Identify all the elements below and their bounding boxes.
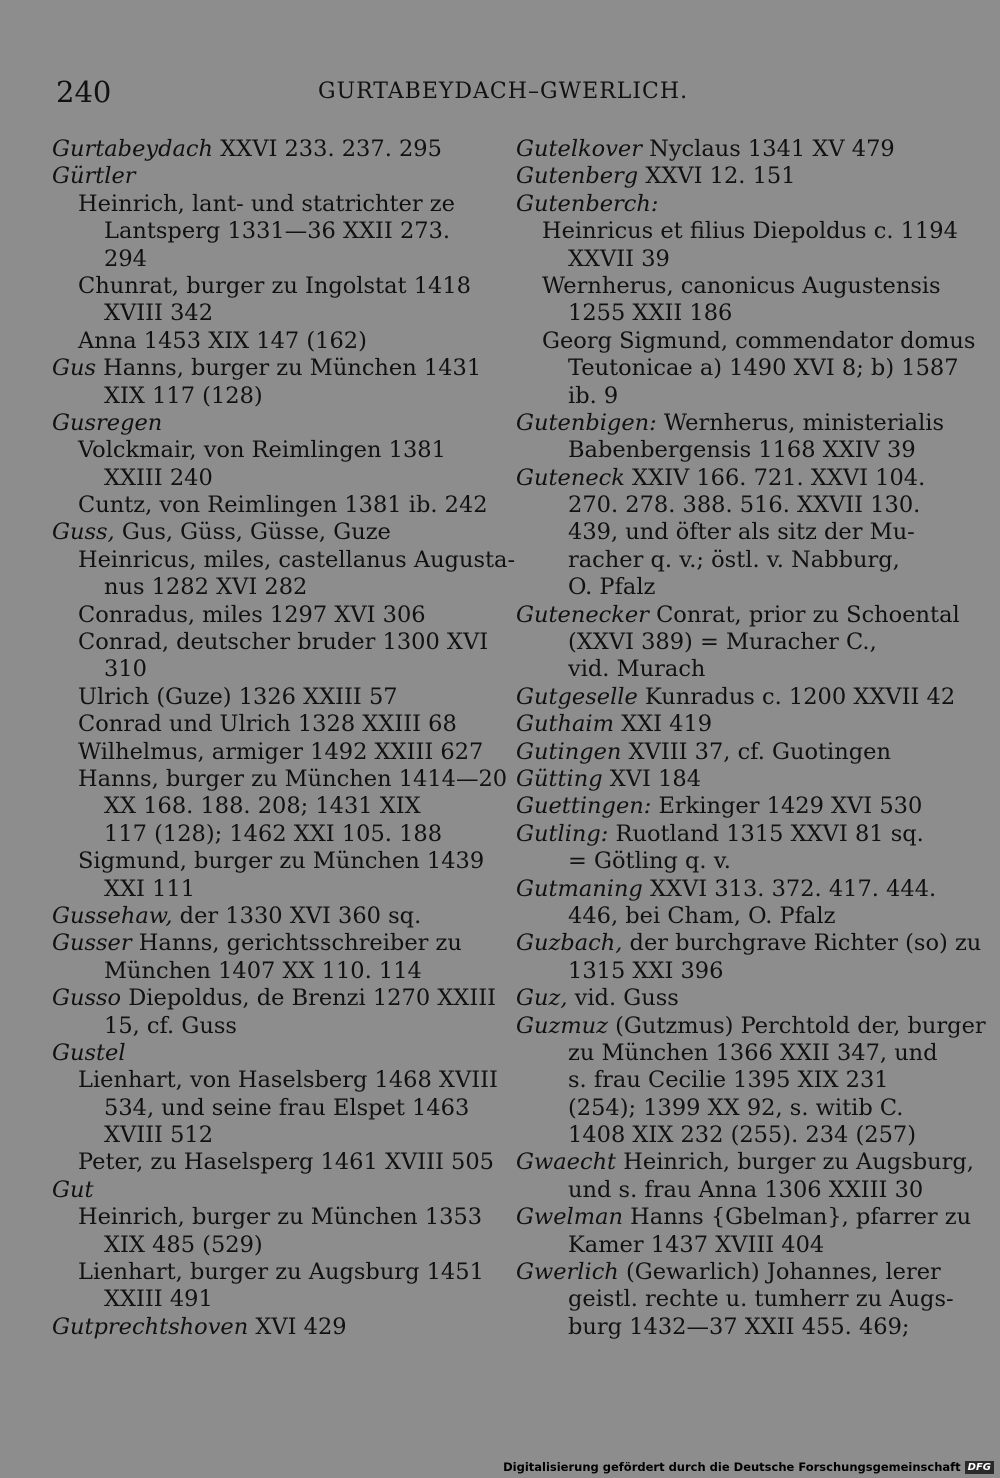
entry-text: O. Pfalz (568, 574, 656, 601)
entry-text: (XXVI 389) = Muracher C., (568, 629, 877, 656)
index-line (516, 821, 942, 848)
headword: Gutenbigen: (516, 409, 657, 436)
headword: Gutenberch: (516, 190, 659, 217)
entry-text: Ruotland 1315 XXVI 81 sq. (608, 820, 924, 847)
entry-text: XIX 485 (529) (104, 1231, 263, 1258)
index-line (516, 1259, 942, 1286)
entry-text: 439, und öfter als sitz der Mu- (568, 519, 915, 546)
entry-text: 270. 278. 388. 516. XXVII 130. (568, 492, 921, 519)
entry-text: 294 (104, 245, 147, 272)
index-line (516, 1095, 942, 1122)
entry-text: der 1330 XVI 360 sq. (172, 902, 422, 929)
index-line (516, 876, 942, 903)
headword: Gwaecht (516, 1149, 617, 1176)
index-line (52, 684, 478, 711)
entry-text: Peter, zu Haselsperg 1461 XVIII 505 (78, 1149, 494, 1176)
index-line (516, 246, 942, 273)
entry-text: (Gewarlich) Johannes, lerer (618, 1259, 941, 1286)
entry-text: XXVI 233. 237. 295 (213, 136, 442, 162)
headword: Gustel (52, 1039, 126, 1066)
index-line (52, 876, 478, 903)
entry-text: vid. Murach (568, 656, 706, 683)
entry-text: Lienhart, von Haselsberg 1468 XVIII (78, 1067, 498, 1094)
index-line (516, 739, 942, 766)
index-line (516, 300, 942, 327)
index-line (52, 711, 478, 738)
entry-text: XVIII 37, cf. Guotingen (621, 738, 891, 765)
running-head: GURTABEYDACH–GWERLICH. (318, 79, 689, 104)
entry-text: XIX 117 (128) (104, 382, 263, 409)
index-line (52, 765, 508, 793)
headword: Gutling: (516, 820, 609, 847)
index-line (516, 848, 942, 875)
index-line (52, 492, 488, 519)
entry-text: burg 1432—37 XXII 455. 469; (568, 1313, 910, 1340)
index-line (52, 1286, 478, 1313)
index-line (52, 383, 478, 410)
headword: Gusser (52, 930, 132, 957)
entry-text: geistl. rechte u. tumherr zu Augs- (568, 1286, 954, 1313)
entry-text: XXI 419 (613, 711, 713, 738)
entry-text: XVI 184 (602, 765, 702, 792)
index-line (52, 191, 478, 218)
index-line (52, 519, 478, 546)
headword: Guthaim (516, 711, 614, 738)
headword: Guteneck (516, 464, 625, 491)
index-line (52, 793, 478, 820)
headword: Gutingen (516, 738, 622, 765)
entry-text: Chunrat, burger zu Ingolstat 1418 (78, 272, 471, 299)
entry-text: XXVII 39 (568, 245, 670, 272)
index-line (516, 465, 942, 492)
entry-text: Heinricus, miles, castellanus Augusta- (78, 546, 516, 573)
index-line (516, 1286, 954, 1313)
index-line (516, 601, 960, 629)
headword: Gut (52, 1176, 94, 1203)
entry-text: 534, und seine frau Elspet 1463 (104, 1094, 470, 1121)
entry-text: Wernherus, ministerialis (656, 409, 945, 436)
index-line (516, 656, 942, 683)
entry-text: Gus, Güss, Güsse, Guze (114, 519, 391, 546)
index-line (516, 1012, 986, 1040)
index-line (516, 492, 942, 519)
index-line (52, 1149, 494, 1176)
headword: Gutenecker (516, 601, 649, 628)
headword: Guzmuz (516, 1012, 608, 1039)
index-line (516, 903, 942, 930)
entry-text: der burchgrave Richter (so) zu (622, 930, 982, 957)
index-line (52, 328, 478, 355)
headword: Gusso (52, 985, 122, 1012)
index-line (516, 1040, 942, 1067)
headword: Gutenberg (516, 163, 639, 190)
index-line (52, 574, 478, 601)
headword: Gürtler (52, 163, 136, 190)
headword: Gurtabeydach (52, 136, 214, 162)
entry-text: Teutonicae a) 1490 XVI 8; b) 1587 (568, 355, 959, 382)
entry-text: Nyclaus 1341 XV 479 (641, 136, 895, 162)
entry-text: Kunradus c. 1200 XXVII 42 (637, 683, 956, 710)
index-line (52, 903, 478, 930)
entry-text: ib. 9 (568, 382, 619, 409)
index-line (516, 1149, 974, 1176)
right-column (516, 136, 986, 1341)
index-line (52, 246, 478, 273)
entry-text: Erkinger 1429 XVI 530 (651, 793, 923, 820)
entry-text: XVI 429 (248, 1313, 347, 1340)
index-line (516, 327, 976, 355)
index-line (516, 574, 942, 601)
entry-text: Hanns, burger zu München 1414—20 (78, 765, 508, 792)
index-line (516, 218, 958, 245)
entry-text: Diepoldus, de Brenzi 1270 XXIII (121, 985, 496, 1012)
index-line (52, 1067, 498, 1094)
index-line (52, 1232, 478, 1259)
entry-text: (Gutzmus) Perchtold der, burger (608, 1012, 986, 1039)
headword: Gwelman (516, 1204, 623, 1231)
headword: Gusregen (52, 409, 163, 436)
entry-text: Lantsperg 1331—36 XXII 273. (104, 218, 451, 245)
headword: Gussehaw, (52, 902, 173, 929)
index-line (52, 1314, 478, 1341)
entry-text: racher q. v.; östl. v. Nabburg, (568, 546, 900, 573)
entry-text: Hanns, burger zu München 1431 (96, 355, 482, 382)
headword: Guz, (516, 985, 568, 1012)
footer (503, 1460, 994, 1474)
headword: Gwerlich (516, 1259, 619, 1286)
index-line (516, 191, 942, 218)
entry-text: s. frau Cecilie 1395 XIX 231 (568, 1067, 889, 1094)
index-line (52, 629, 489, 656)
headword: Guss, (52, 519, 115, 546)
entry-text: 117 (128); 1462 XXI 105. 188 (104, 820, 443, 847)
entry-text: XXIII 240 (104, 464, 213, 491)
entry-text: Sigmund, burger zu München 1439 (78, 848, 485, 875)
entry-text: Babenbergensis 1168 XXIV 39 (568, 437, 916, 464)
headword: Gus (52, 355, 97, 382)
entry-text: und s. frau Anna 1306 XXIII 30 (568, 1176, 924, 1203)
left-column (52, 136, 516, 1341)
entry-text: Conrad, deutscher bruder 1300 XVI (78, 629, 489, 656)
headword: Gutelkover (516, 136, 642, 162)
entry-text: Heinrich, lant- und statrichter ze (78, 190, 455, 217)
index-line (516, 766, 942, 793)
entry-text: XXIII 491 (104, 1286, 213, 1313)
index-line (52, 985, 496, 1012)
index-line (52, 437, 478, 464)
dfg-logo: DFG (965, 1461, 994, 1474)
index-line (52, 1095, 478, 1122)
headword: Gütting (516, 765, 603, 792)
entry-text: XXI 111 (104, 875, 196, 902)
index-line (52, 218, 478, 245)
index-line (516, 930, 982, 957)
index-line (516, 273, 942, 300)
entry-text: XVIII 342 (104, 300, 214, 327)
page-number: 240 (56, 75, 112, 109)
index-line (516, 1177, 942, 1204)
entry-text: Lienhart, burger zu Augsburg 1451 (78, 1259, 484, 1286)
index-line (516, 383, 942, 410)
index-line (516, 711, 942, 738)
index-line (516, 163, 942, 190)
index-line (516, 1204, 972, 1231)
entry-text: Heinrich, burger zu München 1353 (78, 1204, 483, 1231)
index-line (52, 958, 478, 985)
index-line (516, 409, 945, 437)
entry-text: Heinrich, burger zu Augsburg, (616, 1149, 974, 1176)
headword: Gutgeselle (516, 683, 638, 710)
index-line (516, 683, 956, 711)
entry-text: zu München 1366 XXII 347, und (568, 1039, 938, 1066)
entry-text: Kamer 1437 XVIII 404 (568, 1231, 825, 1258)
entry-text: Georg Sigmund, commendator domus (542, 327, 976, 354)
index-line (516, 437, 942, 464)
entry-text: 446, bei Cham, O. Pfalz (568, 902, 836, 929)
index-line (52, 602, 478, 629)
index-line (52, 1122, 478, 1149)
index-line (52, 410, 478, 437)
entry-text: 310 (104, 656, 147, 683)
entry-text: Conrad und Ulrich 1328 XXIII 68 (78, 711, 457, 738)
headword: Gutmaning (516, 875, 643, 902)
entry-text: nus 1282 XVI 282 (104, 574, 308, 601)
index-line (52, 1177, 478, 1204)
entry-text: Conradus, miles 1297 XVI 306 (78, 601, 426, 628)
index-line (52, 300, 478, 327)
index-line (516, 355, 959, 382)
index-line (52, 465, 478, 492)
entry-text: XXVI 12. 151 (638, 163, 796, 190)
entry-text: (254); 1399 XX 92, s. witib C. (568, 1094, 904, 1121)
index-line (516, 1067, 942, 1094)
index-line (52, 738, 484, 766)
entry-text: München 1407 XX 110. 114 (104, 957, 422, 984)
headword: Guettingen: (516, 793, 652, 820)
index-line (52, 355, 482, 382)
entry-text: 1315 XXI 396 (568, 957, 724, 984)
index-line (516, 629, 942, 656)
index-line (516, 958, 942, 985)
index-line (516, 519, 942, 546)
index-line (516, 136, 942, 163)
entry-text: XVIII 512 (104, 1122, 214, 1149)
entry-text: Wernherus, canonicus Augustensis (542, 272, 941, 299)
index-line (52, 1259, 484, 1286)
index-line (516, 985, 942, 1012)
index-line (52, 136, 478, 163)
footer-text: Digitalisierung gefördert durch die Deutsche Forschungsgemeinschaft (503, 1460, 961, 1474)
index-line (52, 273, 478, 300)
index-line (52, 1040, 478, 1067)
entry-text: Volckmair, von Reimlingen 1381 (78, 437, 446, 464)
entry-text: Conrat, prior zu Schoental (648, 601, 960, 628)
index-line (516, 1122, 942, 1149)
entry-text: XXVI 313. 372. 417. 444. (642, 875, 937, 902)
entry-text: Anna 1453 XIX 147 (162) (78, 327, 367, 354)
index-line (516, 793, 942, 820)
entry-text: XXIV 166. 721. XXVI 104. (624, 464, 926, 491)
entry-text: Cuntz, von Reimlingen 1381 ib. 242 (78, 492, 488, 519)
headword: Guzbach, (516, 930, 623, 957)
entry-text: Ulrich (Guze) 1326 XXIII 57 (78, 683, 398, 710)
entry-text: XX 168. 188. 208; 1431 XIX (104, 793, 421, 820)
index-line (516, 547, 942, 574)
index-line (52, 163, 478, 190)
headword: Gutprechtshoven (52, 1313, 249, 1340)
entry-text: vid. Guss (567, 985, 679, 1012)
index-line (52, 930, 478, 957)
entry-text: = Götling q. v. (568, 848, 731, 875)
index-line (52, 656, 478, 683)
index-line (52, 1013, 478, 1040)
index-line (52, 848, 485, 875)
index-line (516, 1314, 942, 1341)
index-line (52, 546, 516, 574)
entry-text: 15, cf. Guss (104, 1012, 237, 1039)
entry-text: 1255 XXII 186 (568, 300, 733, 327)
index-line (516, 1232, 942, 1259)
entry-text: 1408 XIX 232 (255). 234 (257) (568, 1122, 916, 1149)
entry-text: Wilhelmus, armiger 1492 XXIII 627 (78, 738, 484, 765)
entry-text: Heinricus et filius Diepoldus c. 1194 (542, 218, 958, 245)
index-line (52, 821, 478, 848)
index-line (52, 1204, 483, 1231)
entry-text: Hanns, gerichtsschreiber zu (131, 930, 462, 957)
entry-text: Hanns {Gbelman}, pfarrer zu (623, 1204, 972, 1231)
